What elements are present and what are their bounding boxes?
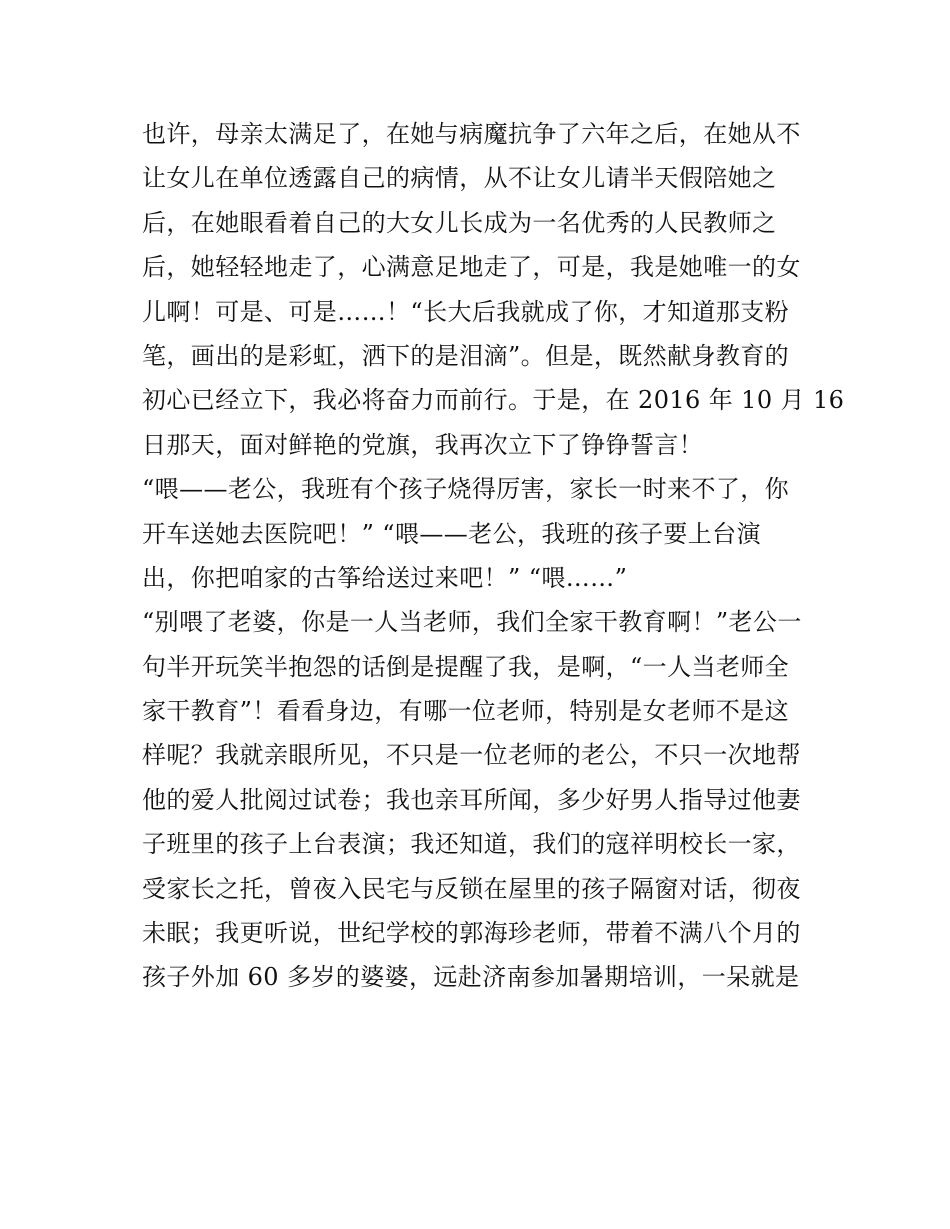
text-line: 受家长之托，曾夜入民宅与反锁在屋里的孩子隔窗对话，彻夜 (142, 874, 801, 903)
text-line: 未眠；我更听说，世纪学校的郭海珍老师，带着不满八个月的 (142, 919, 801, 948)
text-line: 出，你把咱家的古筝给送过来吧！” “喂……” (142, 563, 628, 592)
text-line: 日那天，面对鲜艳的党旗，我再次立下了铮铮誓言！ (142, 430, 704, 459)
text-line: 样呢？我就亲眼所见，不只是一位老师的老公，不只一次地帮 (142, 741, 801, 770)
text-line: 句半开玩笑半抱怨的话倒是提醒了我，是啊，“一人当老师全 (142, 652, 790, 681)
text-line: 让女儿在单位透露自己的病情，从不让女儿请半天假陪她之 (142, 164, 777, 193)
text-line: 他的爱人批阅过试卷；我也亲耳所闻，多少好男人指导过他妻 (142, 785, 801, 814)
text-line: 家干教育”！看看身边，有哪一位老师，特别是女老师不是这 (142, 697, 790, 726)
text-line: 后，她轻轻地走了，心满意足地走了，可是，我是她唯一的女 (142, 253, 801, 282)
text-line: 子班里的孩子上台表演；我还知道，我们的寇祥明校长一家， (142, 830, 801, 859)
text-line: 也许，母亲太满足了，在她与病魔抗争了六年之后，在她从不 (142, 120, 801, 148)
text-line: “别喂了老婆，你是一人当老师，我们全家干教育啊！”老公一 (142, 608, 802, 637)
text-line: 儿啊！可是、可是……！“长大后我就成了你，才知道那支粉 (142, 297, 790, 326)
text-line: 开车送她去医院吧！” “喂——老公，我班的孩子要上台演 (142, 519, 761, 548)
body-text (142, 112, 845, 1000)
text-line: 后，在她眼看着自己的大女儿长成为一名优秀的人民教师之 (142, 208, 777, 237)
text-line: 孩子外加 60 多岁的婆婆，远赴济南参加暑期培训，一呆就是 (142, 963, 800, 992)
text-line: 初心已经立下，我必将奋力而前行。于是，在 2016 年 10 月 16 (142, 386, 845, 415)
text-line: “喂——老公，我班有个孩子烧得厉害，家长一时来不了，你 (142, 475, 790, 504)
text-line: 笔，画出的是彩虹，洒下的是泪滴”。但是，既然献身教育的 (142, 341, 790, 370)
